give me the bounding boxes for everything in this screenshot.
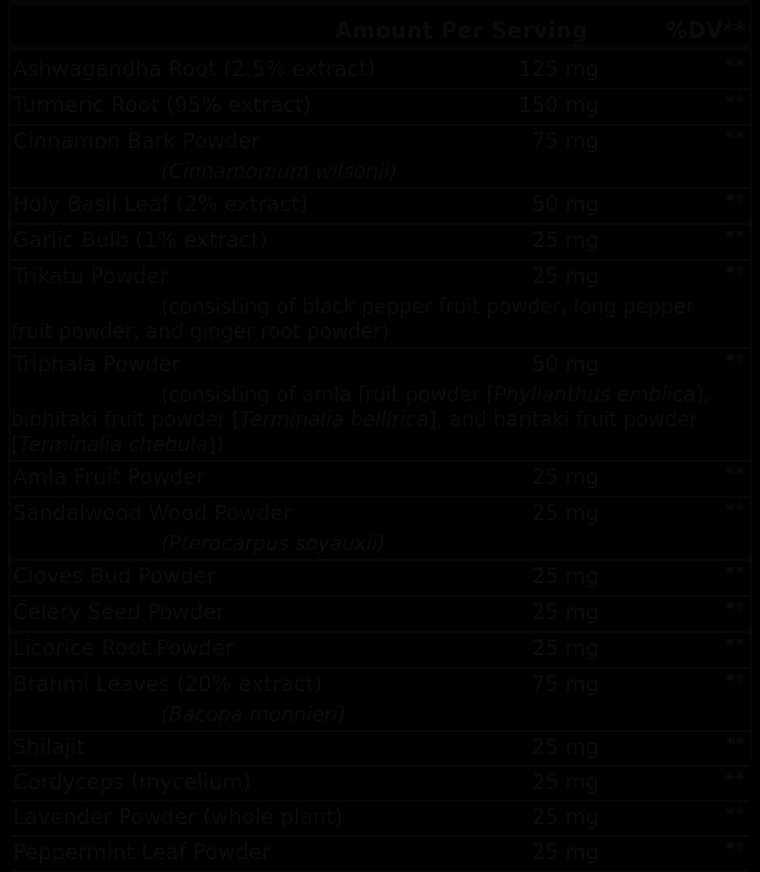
ingredient-latin-name (11, 531, 749, 558)
ingredient-dv: ** (725, 768, 745, 790)
latin-binomial: (Cinnamomum wilsonii) (161, 159, 398, 183)
ingredient-latin-name (11, 702, 749, 729)
ingredient-amount: 25 mg (531, 501, 599, 525)
composition-part-1: (consisting of amla fruit powder [ (161, 382, 495, 406)
ingredient-dv: ** (725, 91, 745, 113)
header-divider-rule (8, 44, 752, 51)
ingredient-amount: 25 mg (531, 770, 599, 794)
table-row (11, 561, 749, 597)
ingredient-name: Licorice Root Powder (13, 636, 234, 660)
ingredient-name: Triphala Powder (13, 352, 181, 376)
composition-part-2: ], bibhitaki fruit powder [ (11, 382, 710, 431)
ingredient-dv: ** (725, 634, 745, 656)
table-row (11, 90, 749, 126)
table-row (11, 732, 749, 767)
table-row (11, 498, 749, 561)
ingredient-amount: 25 mg (531, 264, 599, 288)
latin-binomial: (Bacopa monnieri) (161, 702, 346, 726)
table-row (11, 225, 749, 261)
ingredient-amount: 25 mg (531, 600, 599, 624)
ingredient-dv: ** (725, 499, 745, 521)
table-row (11, 54, 749, 90)
table-row (11, 633, 749, 669)
table-row (11, 802, 749, 837)
ingredient-dv: ** (725, 733, 745, 755)
ingredient-name: Celery Seed Powder (13, 600, 225, 624)
ingredient-amount: 125 mg (518, 57, 599, 81)
ingredient-name: Trikatu Powder (13, 264, 169, 288)
ingredient-name: Holy Basil Leaf (2% extract) (13, 192, 308, 216)
ingredient-composition (11, 294, 749, 346)
composition-part-3: ], and haritaki fruit powder [ (11, 407, 698, 456)
table-row (11, 767, 749, 802)
ingredient-list (11, 54, 749, 872)
table-row (11, 462, 749, 498)
ingredient-dv: ** (725, 55, 745, 77)
ingredient-amount: 50 mg (531, 352, 599, 376)
ingredient-amount: 25 mg (531, 840, 599, 864)
ingredient-latin-name (11, 159, 749, 186)
ingredient-amount: 50 mg (531, 192, 599, 216)
table-row (11, 349, 749, 462)
ingredient-name: Turmeric Root (95% extract) (13, 93, 312, 117)
ingredient-name: Cloves Bud Powder (13, 564, 216, 588)
ingredient-dv: ** (725, 838, 745, 860)
table-row (11, 189, 749, 225)
ingredient-name: Cinnamon Bark Powder (13, 129, 260, 153)
ingredient-amount: 25 mg (531, 636, 599, 660)
ingredient-dv: ** (725, 127, 745, 149)
latin-binomial-2: Terminalia bellirica (240, 407, 429, 431)
ingredient-amount: 150 mg (518, 93, 599, 117)
table-row (11, 669, 749, 732)
ingredient-amount: 25 mg (531, 228, 599, 252)
composition-line-1: (consisting of black pepper fruit powder, long pepper (161, 294, 694, 318)
ingredient-name: Shilajit (13, 735, 85, 759)
ingredient-dv: ** (725, 803, 745, 825)
percent-dv-header: %DV** (665, 19, 746, 44)
latin-binomial: (Pterocarpus soyauxii) (161, 531, 386, 555)
ingredient-amount: 75 mg (531, 129, 599, 153)
ingredient-dv: ** (725, 463, 745, 485)
ingredient-dv: ** (725, 190, 745, 212)
ingredient-name: Ashwagandha Root (2.5% extract) (13, 57, 376, 81)
ingredient-composition (11, 382, 749, 459)
ingredient-name: Brahmi Leaves (20% extract) (13, 672, 323, 696)
ingredient-dv: ** (725, 262, 745, 284)
ingredient-name: Lavender Powder (whole plant) (13, 805, 343, 829)
ingredient-amount: 25 mg (531, 805, 599, 829)
ingredient-dv: ** (725, 598, 745, 620)
ingredient-amount: 25 mg (531, 465, 599, 489)
ingredient-amount: 75 mg (531, 672, 599, 696)
ingredient-name: Sandalwood Wood Powder (13, 501, 292, 525)
amount-per-serving-header: Amount Per Serving (335, 19, 588, 44)
ingredient-dv: ** (725, 350, 745, 372)
ingredient-name: Peppermint Leaf Powder (13, 840, 271, 864)
ingredient-name: Amla Fruit Powder (13, 465, 205, 489)
composition-part-4: ]) (207, 432, 224, 456)
ingredient-name: Cordyceps (mycelium) (13, 770, 252, 794)
latin-binomial-1: Phyllanthus emblica (494, 382, 696, 406)
latin-binomial-3: Terminalia chebula (18, 432, 208, 456)
ingredient-amount: 25 mg (531, 564, 599, 588)
table-row (11, 597, 749, 633)
composition-line-2: fruit powder, and ginger root powder) (11, 319, 390, 343)
ingredient-name: Garlic Bulb (1% extract) (13, 228, 268, 252)
ingredient-dv: ** (725, 670, 745, 692)
table-row (11, 126, 749, 189)
table-header-row (8, 14, 752, 44)
table-row (11, 261, 749, 349)
ingredient-dv: ** (725, 562, 745, 584)
ingredient-amount: 25 mg (531, 735, 599, 759)
ingredient-dv: ** (725, 226, 745, 248)
table-row (11, 837, 749, 872)
